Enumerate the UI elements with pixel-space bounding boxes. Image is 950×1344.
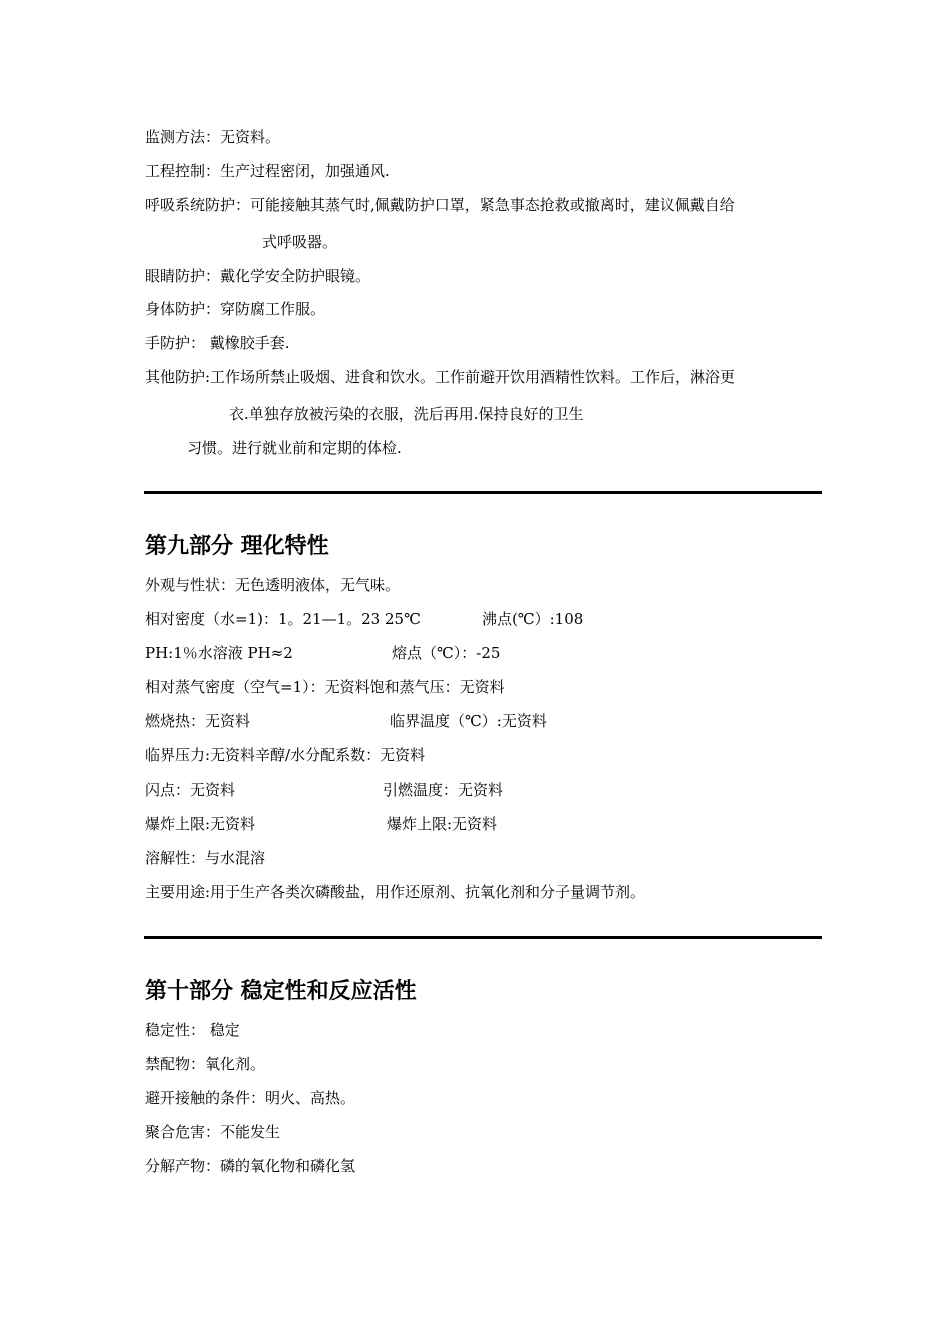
eye-line: 眼睛防护：戴化学安全防护眼镜。: [145, 267, 371, 285]
solubility-line: 溶解性：与水混溶: [145, 849, 266, 867]
other-line-3: 习惯。进行就业前和定期的体检.: [187, 439, 402, 457]
section10-title: 第十部分 稳定性和反应活性: [145, 979, 417, 1004]
melting-line: 熔点（℃）：-25: [392, 644, 501, 662]
incompatible-line: 禁配物：氧化剂。: [145, 1055, 266, 1073]
engineering-line: 工程控制：生产过程密闭，加强通风.: [145, 162, 390, 180]
respiratory-line-1: 呼吸系统防护：可能接触其蒸气时,佩戴防护口罩，紧急事态抢救或撤离时，建议佩戴自给: [145, 196, 735, 214]
ph-line: PH:1％水溶液 PH≈2: [145, 644, 293, 662]
body-line: 身体防护：穿防腐工作服。: [145, 300, 326, 318]
uses-line: 主要用途:用于生产各类次磷酸盐，用作还原剂、抗氧化剂和分子量调节剂。: [145, 883, 646, 901]
boiling-line: 沸点(℃）:108: [482, 610, 584, 628]
other-line-2: 衣.单独存放被污染的衣服，洗后再用.保持良好的卫生: [229, 405, 584, 423]
critical-pressure-line: 临界压力:无资料辛醇/水分配系数：无资料: [145, 746, 426, 764]
polymerization-line: 聚合危害：不能发生: [145, 1123, 281, 1141]
ignition-line: 引燃温度：无资料: [383, 781, 504, 799]
stability-line: 稳定性： 稳定: [145, 1021, 240, 1039]
density-line: 相对密度（水=1)：1。21—1。23 25℃: [145, 610, 421, 628]
decomposition-line: 分解产物：磷的氧化物和磷化氢: [145, 1157, 356, 1175]
vapor-line: 相对蒸气密度（空气=1）：无资料饱和蒸气压：无资料: [145, 678, 505, 696]
section-divider: [144, 936, 822, 939]
avoid-line: 避开接触的条件：明火、高热。: [145, 1089, 356, 1107]
combustion-line: 燃烧热：无资料: [145, 712, 251, 730]
critical-temp-line: 临界温度（℃）:无资料: [390, 712, 547, 730]
appearance-line: 外观与性状：无色透明液体，无气味。: [145, 576, 401, 594]
hand-line: 手防护： 戴橡胶手套.: [145, 334, 290, 352]
monitoring-line: 监测方法：无资料。: [145, 128, 281, 146]
respiratory-line-2: 式呼吸器。: [262, 233, 338, 251]
explosion-line-2: 爆炸上限:无资料: [387, 815, 498, 833]
explosion-line-1: 爆炸上限:无资料: [145, 815, 256, 833]
flash-line: 闪点：无资料: [145, 781, 236, 799]
section-divider: [144, 491, 822, 494]
other-line-1: 其他防护:工作场所禁止吸烟、进食和饮水。工作前避开饮用酒精性饮料。工作后，淋浴更: [145, 368, 736, 386]
section9-title: 第九部分 理化特性: [145, 534, 329, 559]
